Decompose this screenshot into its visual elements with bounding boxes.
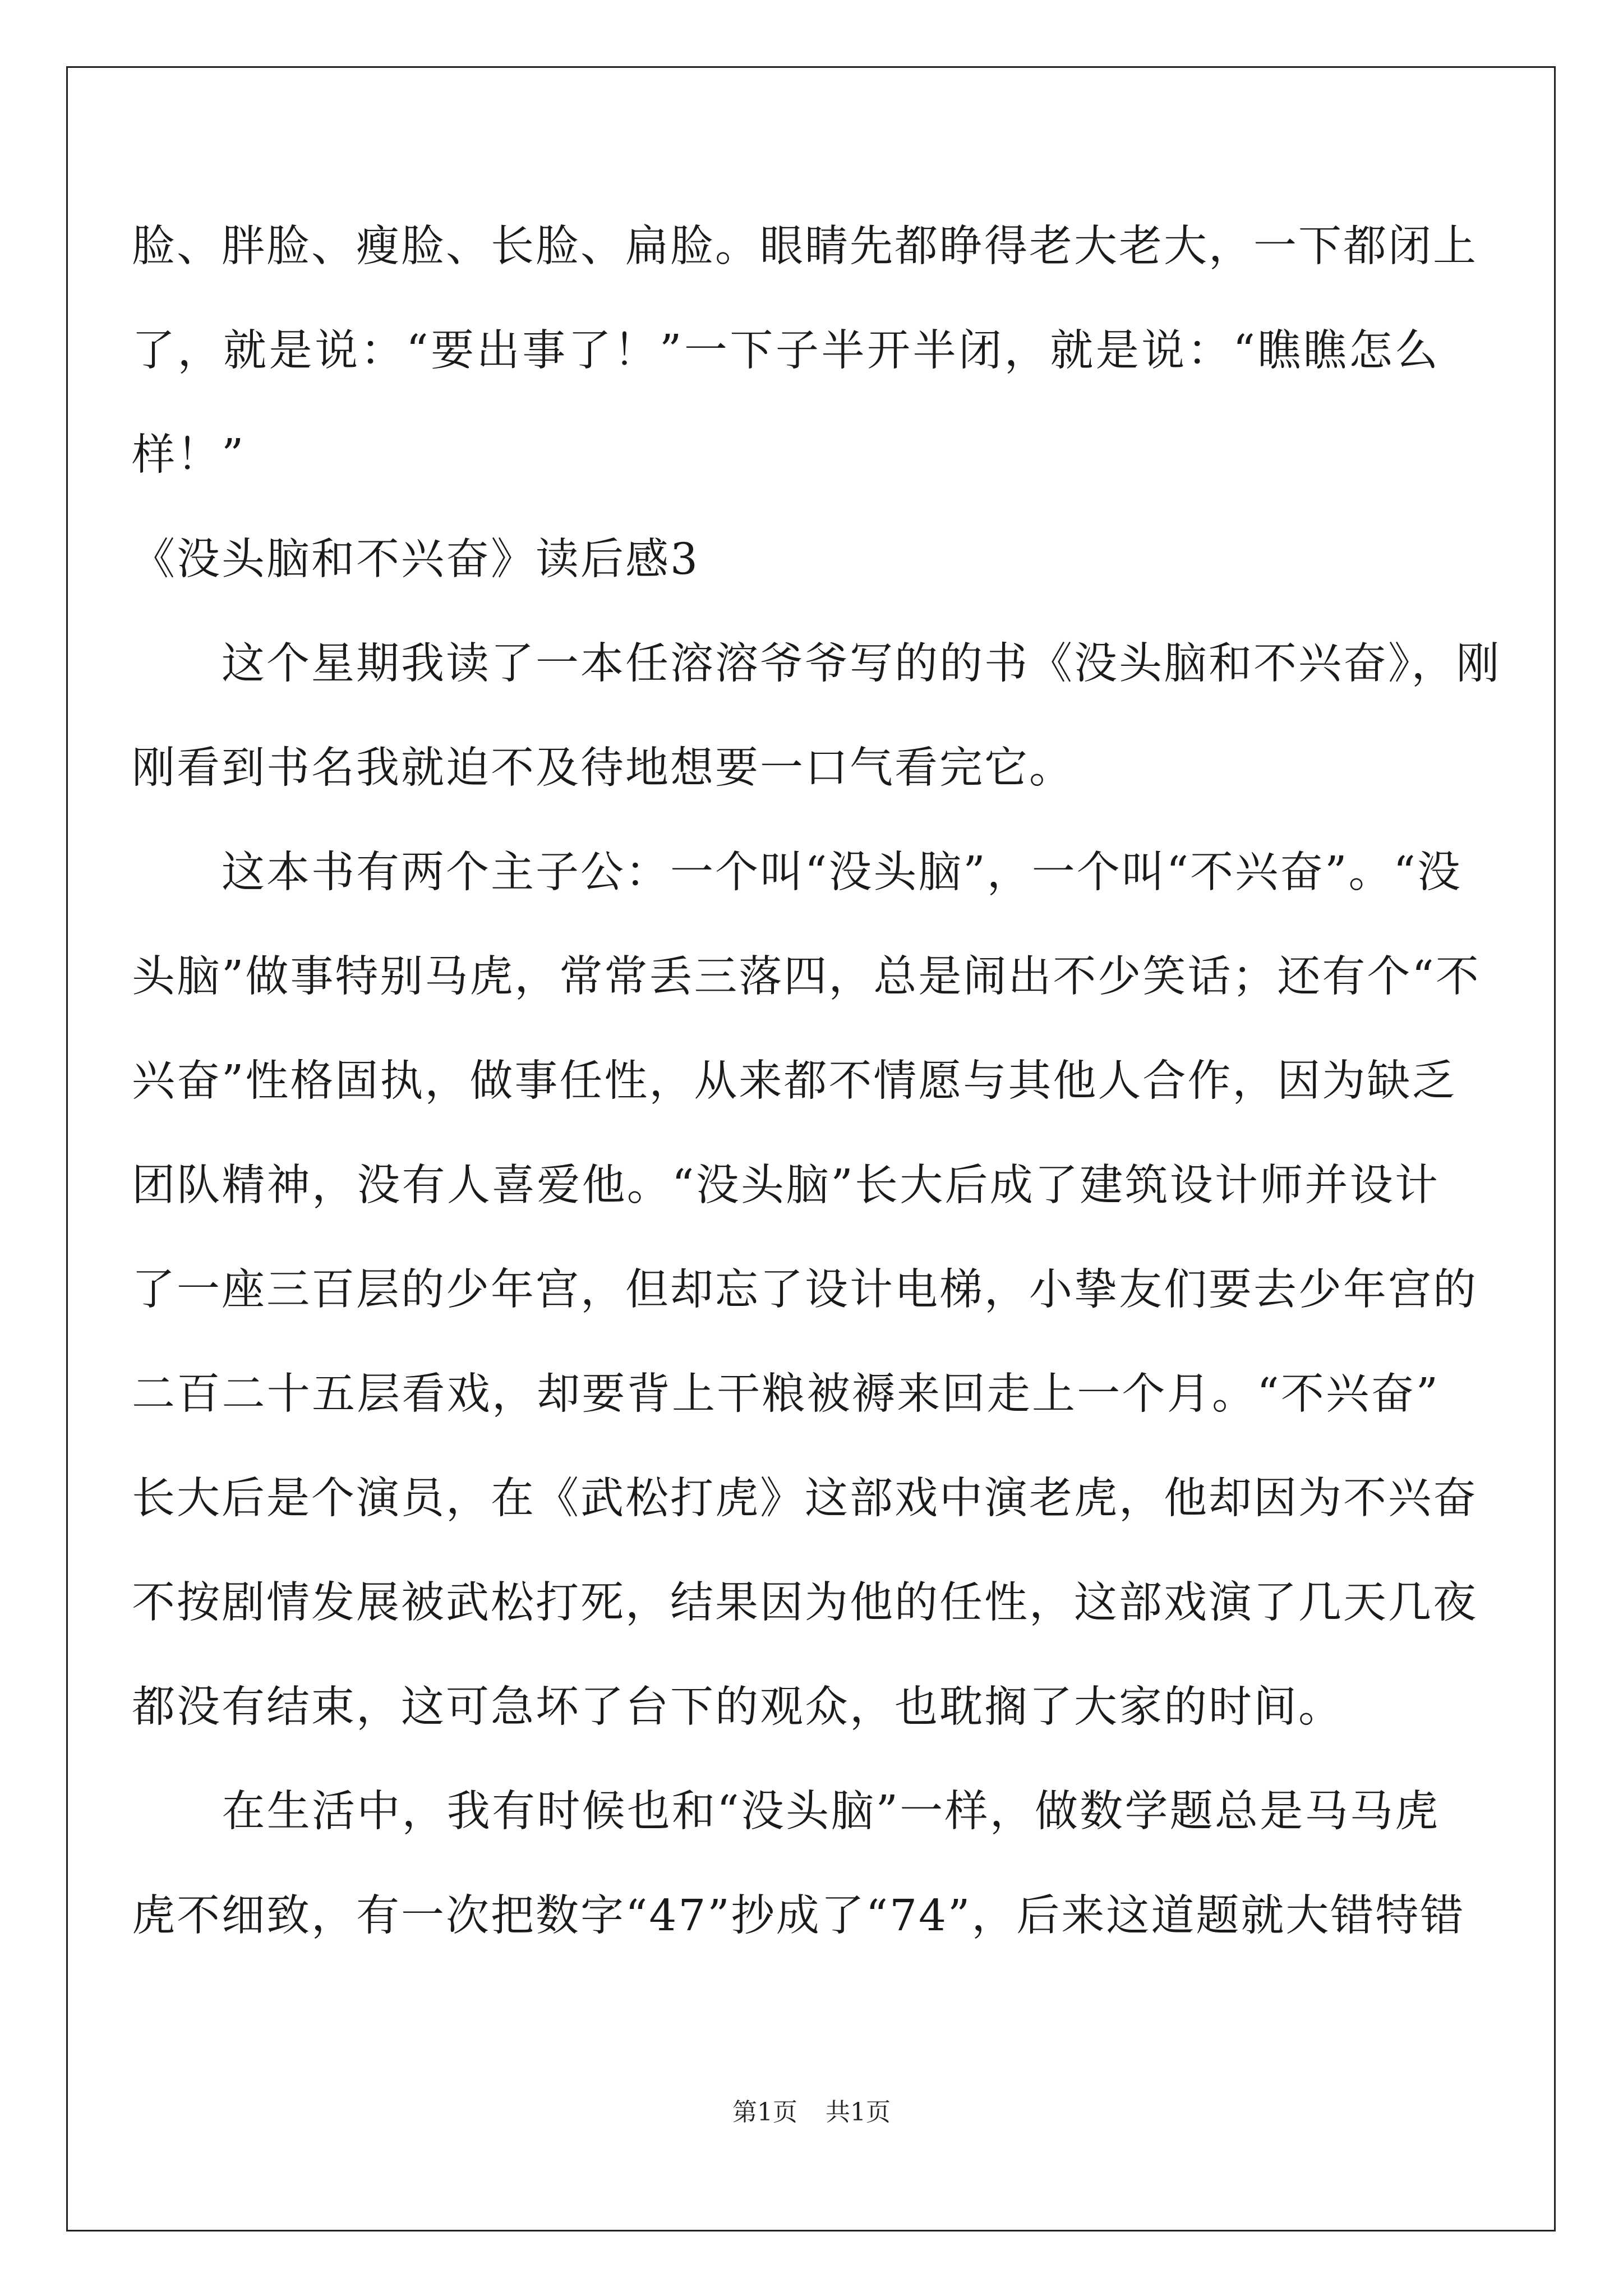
text-line: 兴奋”性格固执，做事任性，从来都不情愿与其他人合作，因为缺乏 — [132, 1056, 1457, 1106]
text-line: 长大后是个演员，在《武松打虎》这部戏中演老虎，他却因为不兴奋 — [132, 1474, 1478, 1524]
text-line: 刚看到书名我就迫不及待地想要一口气看完它。 — [132, 743, 1074, 793]
text-line: 这本书有两个主子公：一个叫“没头脑”，一个叫“不兴奋”。“没 — [132, 848, 1462, 898]
text-line: 这个星期我读了一本任溶溶爷爷写的的书《没头脑和不兴奋》，刚 — [132, 639, 1501, 689]
text-line: 脸、胖脸、瘦脸、长脸、扁脸。眼睛先都睁得老大老大，一下都闭上 — [132, 222, 1478, 272]
text-line: 在生活中，我有时候也和“没头脑”一样，做数学题总是马马虎 — [132, 1787, 1440, 1837]
text-line: 团队精神，没有人喜爱他。“没头脑”长大后成了建筑设计师并设计 — [132, 1161, 1440, 1211]
text-line: 头脑”做事特别马虎，常常丢三落四，总是闹出不少笑话；还有个“不 — [132, 952, 1481, 1002]
text-line: 虎不细致，有一次把数字“47”抄成了“74”，后来这道题就大错特错 — [132, 1891, 1465, 1941]
text-line: 二百二十五层看戏，却要背上干粮被褥来回走上一个月。“不兴奋” — [132, 1369, 1440, 1419]
text-line: 了，就是说：“要出事了！”一下子半开半闭，就是说：“瞧瞧怎么 — [132, 326, 1440, 376]
text-line: 了一座三百层的少年宫，但却忘了设计电梯，小挚友们要去少年宫的 — [132, 1265, 1478, 1315]
text-line: 样！” — [132, 430, 246, 480]
page-number: 第1页 — [732, 2098, 797, 2127]
page-footer — [0, 2096, 1623, 2129]
section-heading: 《没头脑和不兴奋》读后感3 — [132, 535, 699, 585]
page-total: 共1页 — [826, 2098, 891, 2127]
text-line: 不按剧情发展被武松打死，结果因为他的任性，这部戏演了几天几夜 — [132, 1578, 1478, 1628]
text-line: 都没有结束，这可急坏了台下的观众，也耽搁了大家的时间。 — [132, 1682, 1343, 1732]
